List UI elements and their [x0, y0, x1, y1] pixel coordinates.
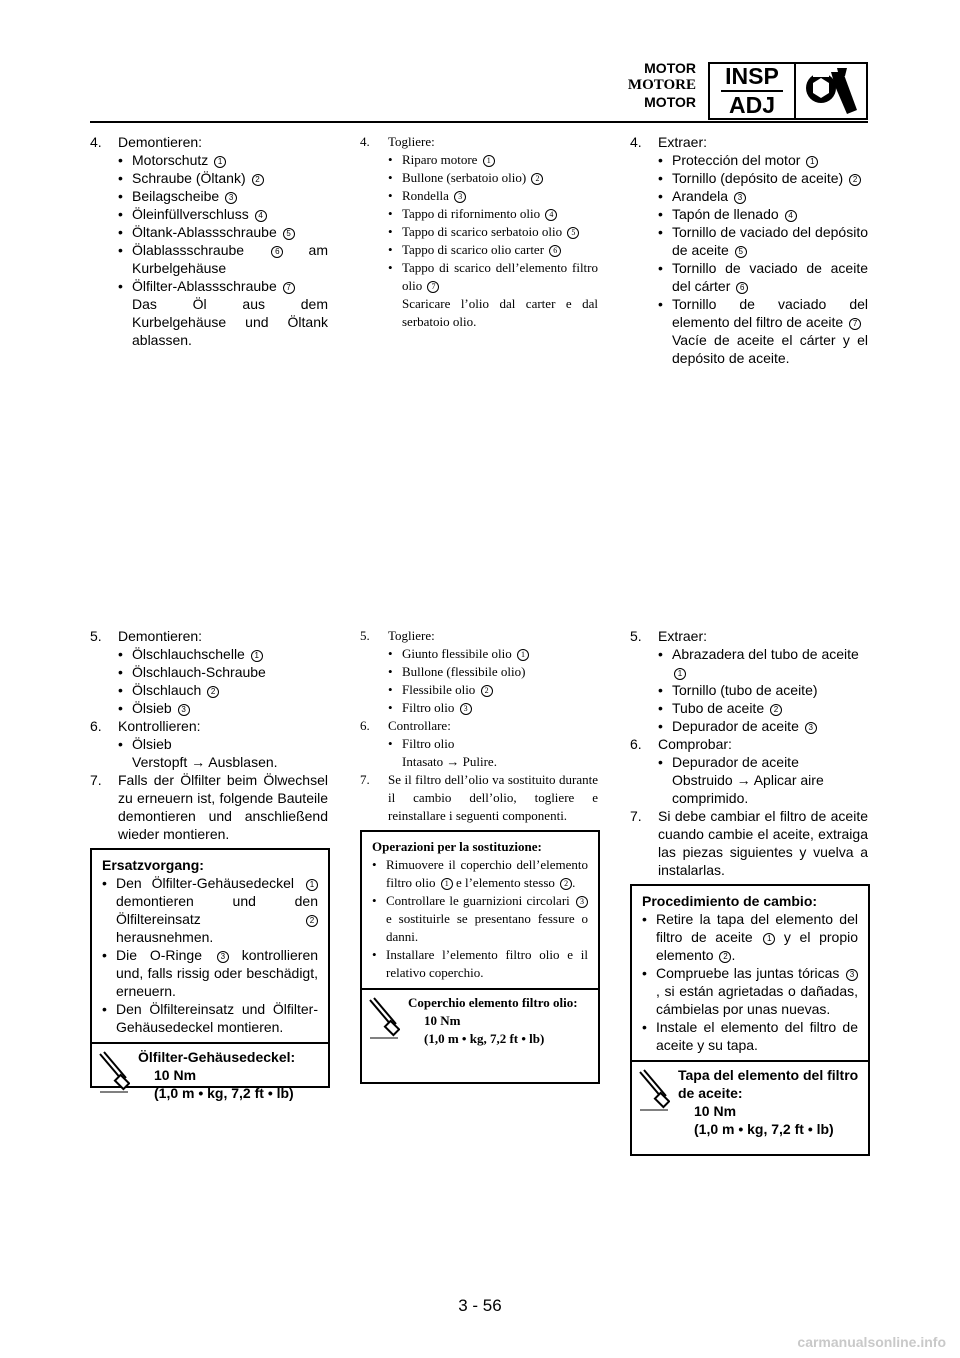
badge-top: INSP [725, 63, 779, 89]
step-number: 4. [90, 134, 102, 150]
inspection-result: Obstruido → Aplicar aire comprimido. [672, 772, 824, 806]
list-item: • Tapón de llenado 4 [630, 205, 868, 223]
box-title: Procedimiento de cambio: [642, 893, 818, 909]
box-title: Ersatzvorgang: [102, 857, 204, 873]
torque-label: Tapa del elemento del filtro de aceite: [678, 1067, 859, 1101]
list-item: • Installare l’elemento filtro olio e il relativo coperchio. [372, 947, 588, 980]
list-item: • Den Ölfiltereinsatz und Ölfilter-Gehäusedeckel montieren. [102, 1001, 318, 1035]
box-title: Operazioni per la sostituzione: [372, 839, 542, 854]
inspection-result: Verstopft → Ausblasen. [132, 754, 278, 770]
es-steps-5-7: 5. Extraer: • Abrazadera del tubo de aceite 1 • Tornillo (tubo de aceite) • Tubo de aceite 2 • Depurador de aceite 3 6. Comprobar: • Depurador de aceite Obstruido → Aplicar aire comprimido. 7. Si debe cambiar el filtro de aceite cuando cambie el aceite, extraiga las piezas siguientes y vuelva a instalarlas. [630, 628, 868, 878]
list-item: • Rimuovere il coperchio dell’elemento filtro olio 1 e l’elemento stesso 2 . [372, 857, 588, 890]
list-item: • Giunto flessibile olio 1 [360, 645, 598, 663]
list-item: • Protección del motor 1 [630, 151, 868, 169]
list-item: • Instale el elemento del filtro de aceite y su tapa. [642, 1019, 858, 1053]
list-item: • Tappo di rifornimento olio 4 [360, 205, 598, 223]
list-item: • Flessibile olio 2 [360, 681, 598, 699]
torque-wrench-icon [92, 1044, 134, 1108]
list-item: • Ölschlauch-Schraube [118, 664, 266, 680]
list-item: • Tornillo de vaciado del elemento del filtro de aceite 7 [658, 296, 868, 330]
list-item: • Controllare le guarnizioni circolari 3 e sostituirle se presentano fessure o danni. [372, 893, 588, 944]
torque-alt: (1,0 m • kg, 7,2 ft • lb) [424, 1031, 545, 1046]
step-note: Scaricare l’olio dal carter e dal serbatoio olio. [402, 296, 598, 329]
list-item: • Tubo de aceite 2 [630, 699, 868, 717]
list-item: • Ölsieb 3 [90, 699, 328, 717]
list-item: • Motorschutz 1 [90, 151, 328, 169]
list-item: • Riparo motore 1 [360, 151, 598, 169]
list-item: • Öltank-Ablassschraube 5 [90, 223, 328, 241]
list-item: • Ölschlauch 2 [90, 681, 328, 699]
list-item: • Ölfilter-Ablassschraube 7 [90, 277, 328, 295]
inspection-result: Intasato → Pulire. [402, 754, 497, 769]
list-item: • Arandela 3 [630, 187, 868, 205]
torque-spec [632, 1060, 868, 1144]
torque-alt: (1,0 m • kg, 7,2 ft • lb) [694, 1121, 834, 1137]
it-step4 [360, 133, 598, 331]
torque-spec [362, 988, 598, 1054]
section-labels [560, 60, 696, 111]
de-step4 [90, 133, 328, 349]
watermark-footer: carmanualsonline.info [797, 1334, 946, 1350]
wrench-icon [796, 64, 866, 118]
list-item: • Tornillo de vaciado del depósito de aceite 5 [658, 224, 868, 258]
step-note: Das Öl aus dem Kurbelgehäuse und Öltank ablassen. [132, 296, 328, 348]
section-label-de: MOTOR [644, 60, 696, 76]
list-item: • Retire la tapa del elemento del filtro de aceite 1 y el propio elemento 2 . [642, 911, 859, 963]
step-number: 4. [360, 134, 370, 149]
it-steps-5-7: 5. Togliere: • Giunto flessibile olio 1 • Bullone (flessibile olio) • Flessibile olio 2 • Filtro olio 3 6. Controllare: • Filtro olio Intasato → Pulire. 7. Se il filtro dell’olio va sostituito durante il cambio dell’olio, togliere e reinstallare i seguenti componenti. [360, 628, 598, 823]
badge-text [710, 64, 796, 118]
list-item: • Ölablassschraube 6 am Kurbelgehäuse [118, 242, 329, 276]
list-item: • Filtro olio 3 [360, 699, 598, 717]
list-item: • Tappo di scarico olio carter 6 [360, 241, 598, 259]
list-item: • Tornillo de vaciado de aceite del cárter 6 [658, 260, 868, 294]
list-item: • Ölsieb [118, 736, 172, 752]
insp-adj-badge [708, 62, 868, 120]
torque-value: 10 Nm [424, 1013, 461, 1028]
list-item: • Den Ölfilter-Gehäusedeckel 1 demontieren und den Ölfiltereinsatz 2 herausnehmen. [102, 875, 318, 945]
torque-spec [92, 1042, 328, 1108]
list-item: • Öleinfüllverschluss 4 [90, 205, 328, 223]
list-item: • Filtro olio [388, 736, 455, 751]
list-item: • Compruebe las juntas tóricas 3, si están agrietadas o dañadas, cámbielas por unas nuevas. [642, 965, 858, 1017]
list-item: • Rondella 3 [360, 187, 598, 205]
torque-value: 10 Nm [694, 1103, 737, 1119]
list-item: • Ölschlauchschelle 1 [90, 645, 328, 663]
page-number: 3 - 56 [458, 1296, 502, 1315]
torque-wrench-icon [632, 1062, 674, 1144]
list-item: • Tornillo (tubo de aceite) [658, 682, 818, 698]
torque-label: Ölfilter-Gehäusedeckel: [138, 1049, 296, 1065]
step-number: 4. [630, 134, 642, 150]
step-title: Extraer: [658, 134, 708, 150]
list-item: • Bullone (flessibile olio) [388, 664, 526, 679]
badge-bottom: ADJ [728, 92, 775, 118]
it-replacement-box [360, 830, 600, 1084]
list-item: • Tornillo (depósito de aceite) 2 [630, 169, 868, 187]
step-note: Vacíe de aceite el cárter y el depósito de aceite. [672, 332, 868, 366]
de-steps-5-7: 5. Demontieren: • Ölschlauchschelle 1 • Ölschlauch-Schraube • Ölschlauch 2 • Ölsieb 3 6. Kontrollieren: • Ölsieb Verstopft → Ausblasen. 7. Falls der Ölfilter beim Ölwechsel zu erneuern ist, folgende Bauteile demontieren und anschließend wieder montieren. [90, 628, 328, 842]
header-rule [90, 121, 868, 123]
de-replacement-box [90, 848, 330, 1101]
list-item: • Abrazadera del tubo de aceite 1 [658, 646, 859, 678]
torque-alt: (1,0 m • kg, 7,2 ft • lb) [154, 1085, 294, 1101]
list-item: • Tappo di scarico serbatoio olio 5 [360, 223, 598, 241]
list-item: • Die O-Ringe 3 kontrollieren und, falls rissig oder beschädigt, erneuern. [102, 947, 319, 999]
list-item: • Depurador de aceite [658, 754, 799, 770]
list-item: • Tappo di scarico dell’elemento filtro olio 7 [388, 260, 598, 293]
step-title: Togliere: [388, 134, 435, 149]
step-title: Demontieren: [118, 134, 203, 150]
torque-value: 10 Nm [154, 1067, 197, 1083]
list-item: • Schraube (Öltank) 2 [90, 169, 328, 187]
section-label-es: MOTOR [644, 94, 696, 110]
list-item: • Depurador de aceite 3 [630, 717, 868, 735]
es-step4 [630, 133, 868, 367]
section-label-it: MOTORE [627, 77, 696, 93]
es-replacement-box [630, 884, 870, 1156]
list-item: • Bullone (serbatoio olio) 2 [360, 169, 598, 187]
list-item: • Beilagscheibe 3 [90, 187, 328, 205]
torque-label: Coperchio elemento filtro olio: [408, 995, 578, 1010]
torque-wrench-icon [362, 990, 404, 1054]
